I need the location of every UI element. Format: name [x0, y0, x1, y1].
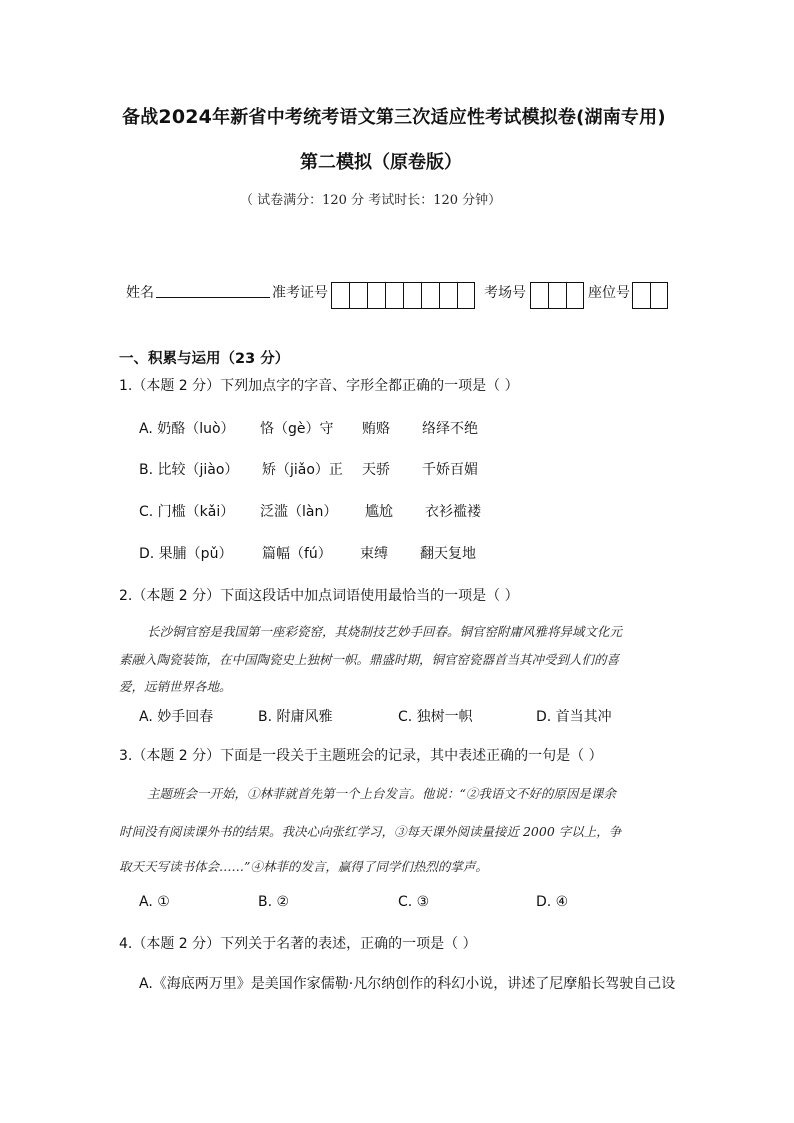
q2-option-c: C. 独树一帜: [398, 709, 473, 725]
q3-option-b: B. ②: [258, 894, 290, 910]
title-prefix: 备战: [122, 107, 159, 128]
q1-option-b-item2: 矫（jiǎo）正: [262, 462, 343, 478]
q1-option-d-item3: 束缚: [360, 546, 388, 562]
q2-passage-line-2: 素融入陶瓷装饰，在中国陶瓷史上独树一帜。鼎盛时期，铜官窑瓷器首当其冲受到人们的喜: [119, 652, 620, 667]
exam-room-boxes[interactable]: [530, 282, 584, 309]
q1-option-a-item3: 贿赂: [362, 421, 390, 437]
q1-option-c-item3: 尴尬: [365, 504, 393, 520]
exam-meta: （ 试卷满分：120 分 考试时长：120 分钟）: [240, 193, 502, 208]
ticket-number-boxes[interactable]: [331, 282, 475, 309]
q1-option-a-item4: 络绎不绝: [422, 421, 478, 437]
name-label: 姓名: [126, 285, 154, 301]
q1-option-a-item2: 恪（gè）守: [260, 421, 334, 437]
q2-option-a: A. 妙手回春: [139, 709, 214, 725]
q1-option-b-item4: 千娇百媚: [422, 462, 478, 478]
q1-option-a-item1: A. 奶酪（luò）: [139, 421, 235, 437]
q2-passage-line-3: 爱，远销世界各地。: [119, 679, 232, 694]
q1-option-c-item4: 衣衫褴褛: [425, 504, 481, 520]
q2-option-d: D. 首当其冲: [536, 709, 612, 725]
seat-number-boxes[interactable]: [632, 282, 668, 309]
q3-passage-line-1: 主题班会一开始，①林菲就首先第一个上台发言。他说：“②我语文不好的原因是课余: [147, 786, 616, 801]
question-2-stem: 2.（本题 2 分）下面这段话中加点词语使用最恰当的一项是（ ）: [119, 588, 519, 604]
seat-number-label: 座位号: [588, 285, 630, 301]
q3-passage-line-2: 时间没有阅读课外书的结果。我决心向张红学习，③每天课外阅读量接近 2000 字以上，争: [119, 824, 622, 839]
ticket-number-label: 准考证号: [272, 285, 328, 301]
title-year: 2024: [158, 106, 213, 128]
q1-option-c-item1: C. 门槛（kǎi）: [139, 504, 235, 520]
q3-option-c: C. ③: [398, 894, 430, 910]
q2-option-b: B. 附庸风雅: [258, 709, 333, 725]
q1-option-c-item2: 泛滥（làn）: [260, 504, 338, 520]
title-suffix: 年新省中考统考语文第三次适应性考试模拟卷(湖南专用): [212, 107, 666, 128]
q1-option-d-item1: D. 果脯（pǔ）: [139, 546, 233, 562]
question-4-stem: 4.（本题 2 分）下列关于名著的表述，正确的一项是（ ）: [119, 936, 477, 952]
q1-option-d-item2: 篇幅（fú）: [262, 546, 332, 562]
name-field[interactable]: [156, 282, 270, 298]
q3-passage-line-3: 取天天写读书体会……”④林菲的发言，赢得了同学们热烈的掌声。: [119, 859, 488, 874]
q1-option-d-item4: 翻天复地: [420, 546, 476, 562]
section-heading: 一、积累与运用（23 分）: [119, 351, 290, 367]
exam-room-label: 考场号: [484, 285, 526, 301]
q4-option-a: A.《海底两万里》是美国作家儒勒·凡尔纳创作的科幻小说，讲述了尼摩船长驾驶自己设: [139, 976, 676, 992]
question-3-stem: 3.（本题 2 分）下面是一段关于主题班会的记录，其中表述正确的一句是（ ）: [119, 748, 603, 764]
question-1-stem: 1.（本题 2 分）下列加点字的字音、字形全都正确的一项是（ ）: [119, 378, 519, 394]
document-title: [122, 103, 666, 129]
q3-option-d: D. ④: [536, 894, 569, 910]
q1-option-b-item3: 天骄: [362, 462, 390, 478]
document-subtitle: 第二模拟（原卷版）: [300, 152, 462, 173]
q1-option-b-item1: B. 比较（jiào）: [139, 462, 239, 478]
q3-option-a: A. ①: [139, 894, 170, 910]
q2-passage-line-1: 长沙铜官窑是我国第一座彩瓷窑，其烧制技艺妙手回春。铜官窑附庸风雅将异域文化元: [147, 624, 623, 639]
